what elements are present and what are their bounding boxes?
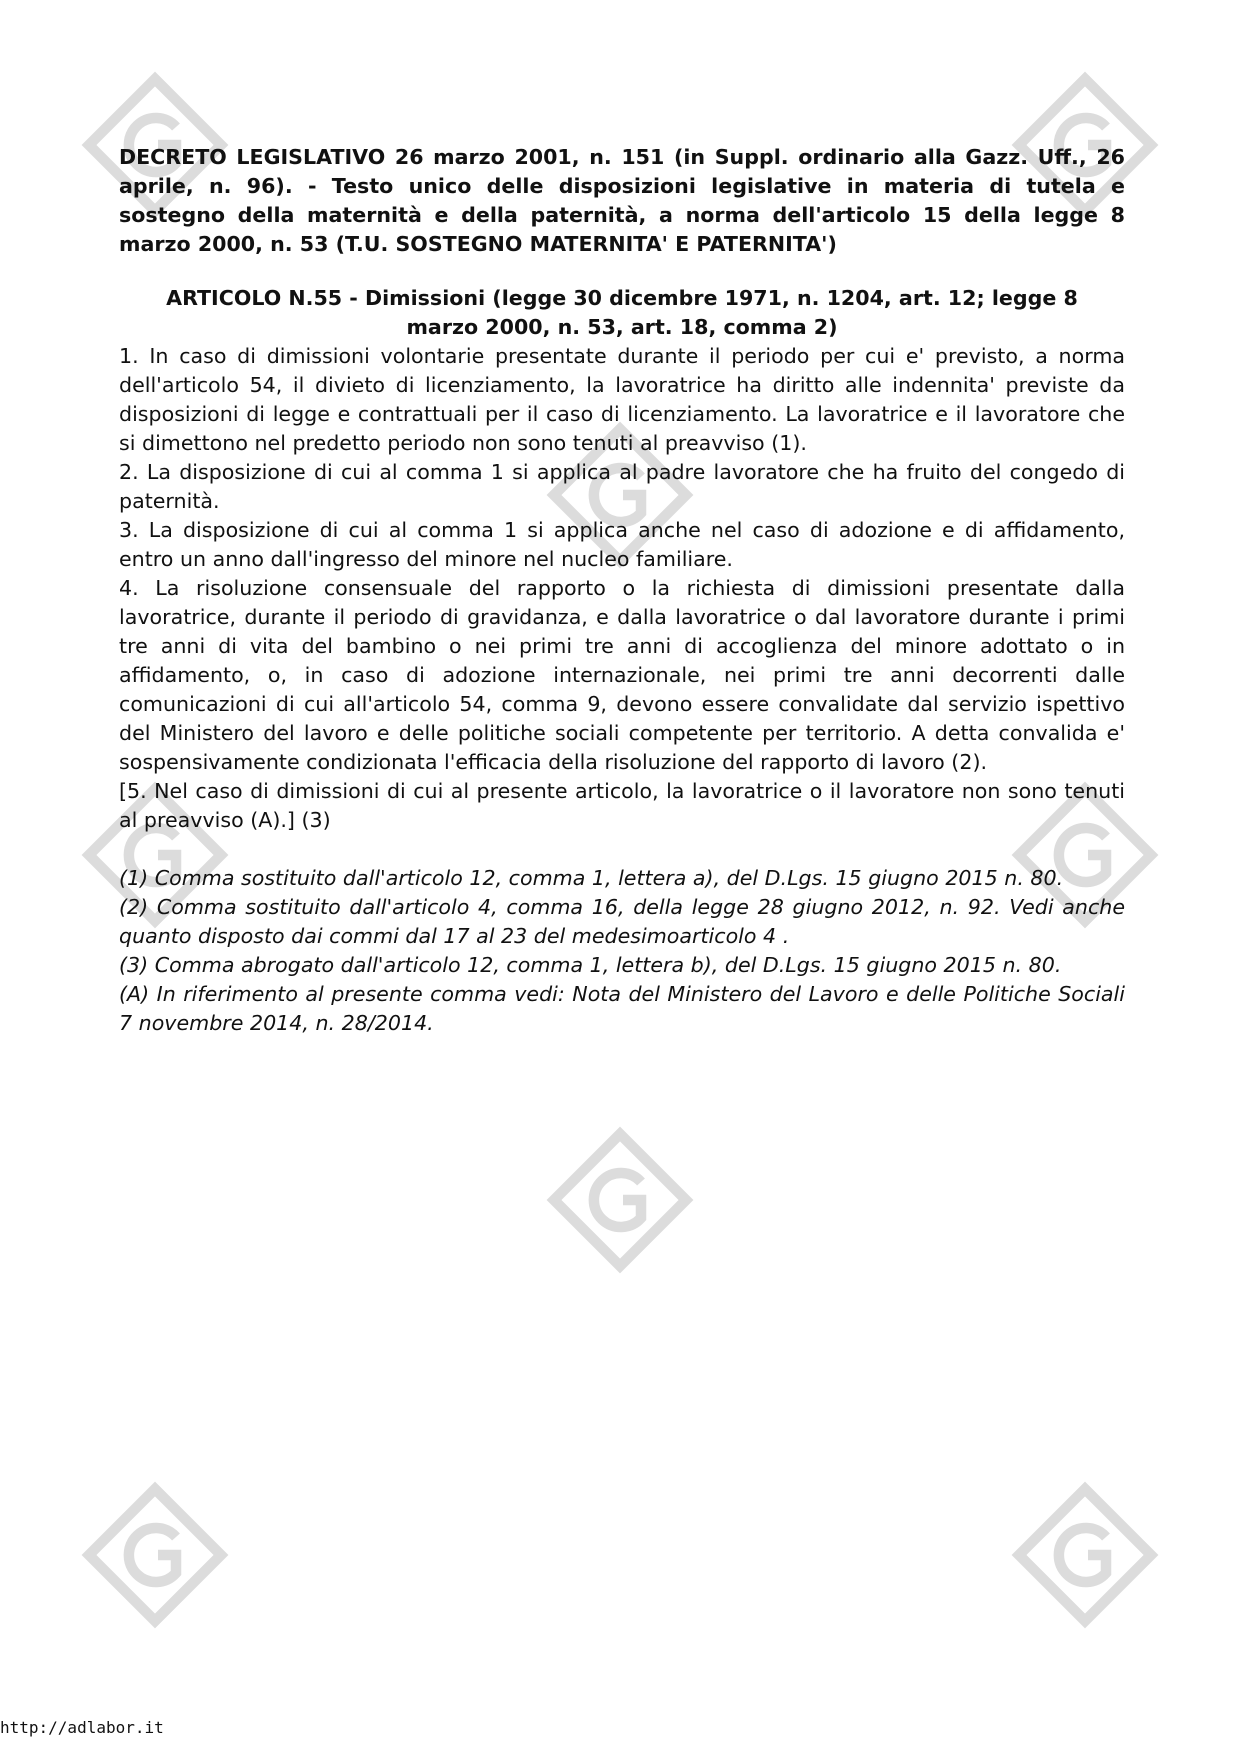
decree-heading: DECRETO LEGISLATIVO 26 marzo 2001, n. 151 (in Suppl. ordinario alla Gazz. Uff., 26 aprile, n. 96). - Testo unico delle disposizioni legislative in materia di tutela e sostegno della maternità e della paternità, a norma dell'articolo 15 della legge 8 marzo 2000, n. 53 (T.U. SOSTEGNO MATERNITA' E PATERNITA') bbox=[119, 145, 1125, 256]
footnote-3: (3) Comma abrogato dall'articolo 12, comma 1, lettera b), del D.Lgs. 15 giugno 2015 n. 80. bbox=[119, 953, 1062, 977]
logo-watermark-icon bbox=[545, 1125, 695, 1275]
document-body bbox=[119, 143, 1125, 1038]
paragraph-4: 4. La risoluzione consensuale del rapporto o la richiesta di dimissioni presentate dalla lavoratrice, durante il periodo di gravidanza, e dalla lavoratrice o dal lavoratore durante i primi tre anni di vita del bambino o nei primi tre anni di accoglienza del minore adottato o in affidamento, o, in caso di adozione internazionale, nei primi tre anni decorrenti dalle comunicazioni di cui all'articolo 54, comma 9, devono essere convalidate dal servizio ispettivo del Ministero del lavoro e delle politiche sociali competente per territorio. A detta convalida e' sospensivamente condizionata l'efficacia della risoluzione del rapporto di lavoro (2). bbox=[119, 576, 1125, 774]
article-title: ARTICOLO N.55 - Dimissioni (legge 30 dicembre 1971, n. 1204, art. 12; legge 8 marzo 2000, n. 53, art. 18, comma 2) bbox=[166, 286, 1078, 339]
article-paragraphs bbox=[119, 342, 1125, 835]
paragraph-3: 3. La disposizione di cui al comma 1 si applica anche nel caso di adozione e di affidamento, entro un anno dall'ingresso del minore nel nucleo familiare. bbox=[119, 518, 1125, 571]
footnote-1: (1) Comma sostituito dall'articolo 12, comma 1, lettera a), del D.Lgs. 15 giugno 2015 n. 80. bbox=[119, 866, 1064, 890]
footer-url: http://adlabor.it bbox=[0, 1718, 164, 1737]
paragraph-5: [5. Nel caso di dimissioni di cui al presente articolo, la lavoratrice o il lavoratore non sono tenuti al preavviso (A).] (3) bbox=[119, 779, 1125, 832]
footnote-2: (2) Comma sostituito dall'articolo 4, comma 16, della legge 28 giugno 2012, n. 92. Vedi anche quanto disposto dai commi dal 17 al 23 del medesimoarticolo 4 . bbox=[119, 895, 1125, 948]
logo-watermark-icon bbox=[1010, 1480, 1160, 1630]
paragraph-1: 1. In caso di dimissioni volontarie presentate durante il periodo per cui e' previsto, a norma dell'articolo 54, il divieto di licenziamento, la lavoratrice ha diritto alle indennita' previste da disposizioni di legge e contrattuali per il caso di licenziamento. La lavoratrice e il lavoratore che si dimettono nel predetto periodo non sono tenuti al preavviso (1). bbox=[119, 344, 1125, 455]
logo-watermark-icon bbox=[80, 1480, 230, 1630]
footnote-a: (A) In riferimento al presente comma vedi: Nota del Ministero del Lavoro e delle Politiche Sociali 7 novembre 2014, n. 28/2014. bbox=[119, 982, 1125, 1035]
footnotes bbox=[119, 864, 1125, 1038]
paragraph-2: 2. La disposizione di cui al comma 1 si applica al padre lavoratore che ha fruito del congedo di paternità. bbox=[119, 460, 1125, 513]
